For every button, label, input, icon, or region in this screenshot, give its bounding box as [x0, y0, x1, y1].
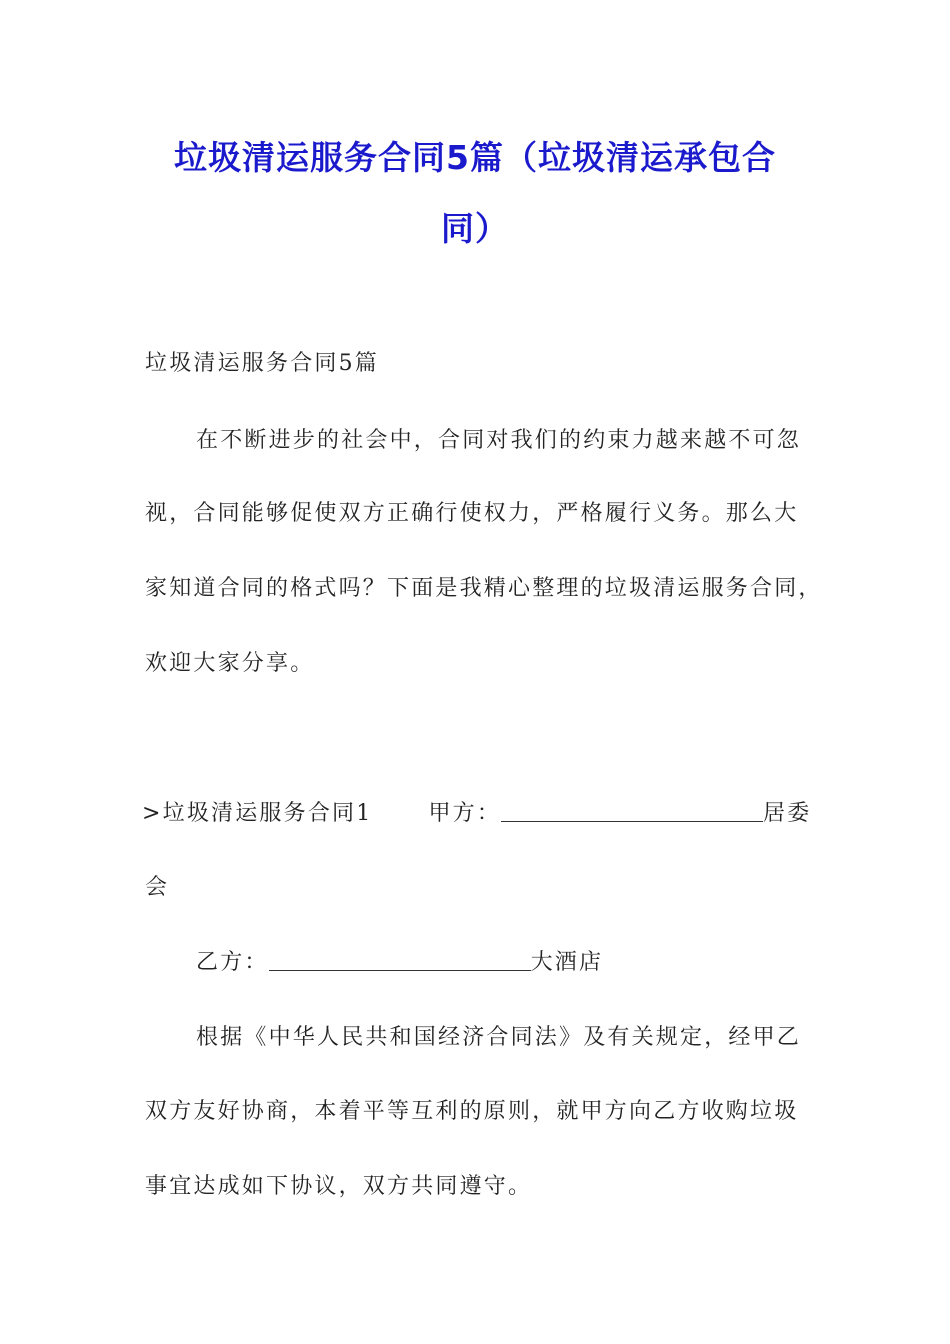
- party-b-blank: [269, 950, 531, 971]
- intro-line-2: 视，合同能够促使双方正确行使权力，严格履行义务。那么大: [145, 501, 799, 526]
- party-a-suffix-wrap: 会: [145, 875, 170, 900]
- document-title-line-2: 同）: [441, 209, 509, 248]
- document-subtitle: 垃圾清运服务合同5篇: [145, 351, 379, 376]
- party-b-suffix: 大酒店: [530, 950, 604, 975]
- party-b-label: 乙方：: [196, 950, 269, 975]
- party-a-suffix: 居委: [763, 801, 812, 826]
- intro-line-4: 欢迎大家分享。: [145, 651, 315, 676]
- document-title-line-1: 垃圾清运服务合同5篇（垃圾清运承包合: [174, 138, 776, 177]
- body-line-2: 双方友好协商，本着平等互利的原则，就甲方向乙方收购垃圾: [145, 1099, 799, 1124]
- contract-1-heading: >垃圾清运服务合同1: [142, 801, 373, 826]
- party-b-line: [196, 945, 603, 976]
- party-a-blank: [501, 801, 763, 822]
- intro-line-1: 在不断进步的社会中，合同对我们的约束力越来越不可忽: [196, 428, 802, 453]
- party-a-label: 甲方：: [428, 801, 502, 826]
- intro-line-3: 家知道合同的格式吗？下面是我精心整理的垃圾清运服务合同，: [145, 576, 823, 601]
- contract-1-heading-line: [142, 796, 811, 827]
- body-line-1: 根据《中华人民共和国经济合同法》及有关规定，经甲乙: [196, 1025, 802, 1050]
- body-line-3: 事宜达成如下协议，双方共同遵守。: [145, 1174, 533, 1199]
